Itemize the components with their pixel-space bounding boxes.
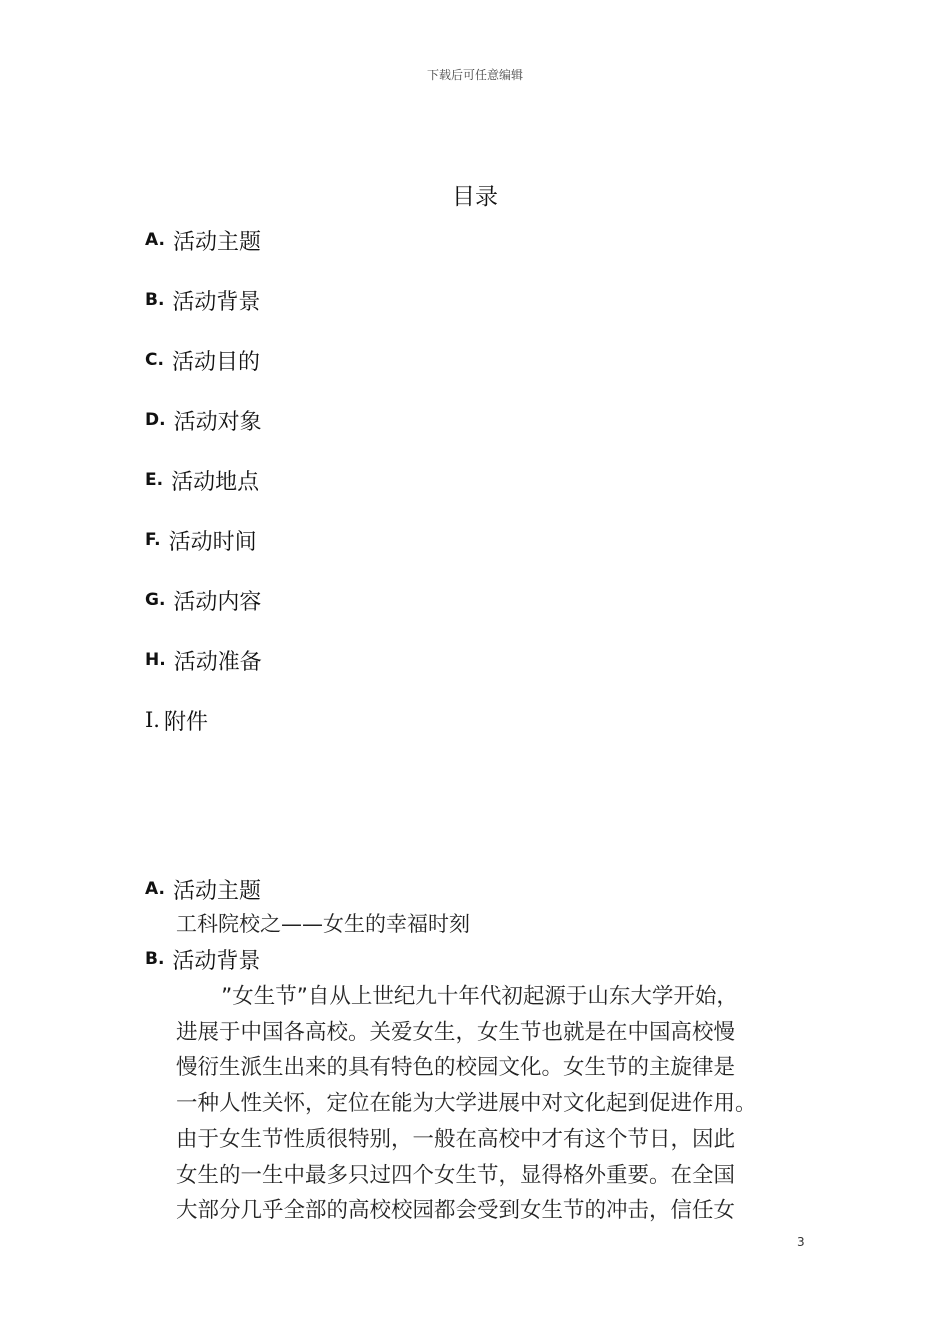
toc-item[interactable] (145, 390, 262, 450)
toc-item-letter: F. (145, 530, 161, 550)
section-heading (145, 941, 825, 977)
paragraph-line: 慢衍生派生出来的具有特色的校园文化。女生节的主旋律是 (176, 1055, 736, 1081)
section-title: 活动背景 (172, 948, 261, 974)
toc-title: 目录 (452, 184, 498, 210)
section-title: 活动主题 (172, 878, 261, 904)
section-background-body (176, 979, 825, 1229)
toc-item-letter: A. (145, 230, 165, 250)
toc-item[interactable] (145, 330, 262, 390)
page-header: 下载后可任意编辑 (426, 68, 523, 82)
paragraph-line: 女生的一生中最多只过四个女生节，显得格外重要。在全国 (176, 1162, 736, 1188)
toc-item-letter: C. (145, 350, 164, 370)
section-heading (145, 871, 825, 907)
toc-item[interactable] (145, 210, 262, 270)
page-number: 3 (797, 1235, 805, 1249)
toc-item[interactable] (145, 450, 262, 510)
table-of-contents (145, 210, 262, 750)
toc-item-label: 活动主题 (172, 229, 261, 255)
toc-item[interactable] (145, 690, 262, 750)
section-background (145, 941, 825, 1229)
toc-item[interactable] (145, 630, 262, 690)
toc-item-label: 活动背景 (172, 289, 261, 315)
toc-item-label: 活动目的 (171, 349, 260, 375)
toc-item-label: 附件 (163, 709, 208, 735)
paragraph-line: 大部分几乎全部的高校校园都会受到女生节的冲击，信任女 (176, 1198, 736, 1224)
paragraph-line: 一种人性关怀，定位在能为大学进展中对文化起到促进作用。 (176, 1091, 757, 1117)
paragraph-line: ”女生节”自从上世纪九十年代初起源于山东大学开始， (221, 984, 738, 1009)
toc-item-label: 活动准备 (173, 649, 262, 675)
toc-item-label: 活动地点 (171, 469, 260, 495)
toc-item-letter: I. (145, 708, 160, 732)
toc-item-letter: B. (145, 290, 165, 310)
toc-item[interactable] (145, 570, 262, 630)
toc-item[interactable] (145, 270, 262, 330)
toc-item-label: 活动对象 (173, 409, 262, 435)
paragraph-line: 由于女生节性质很特别，一般在高校中才有这个节日，因此 (176, 1126, 736, 1152)
section-theme (145, 871, 825, 941)
toc-item-label: 活动内容 (173, 589, 262, 615)
toc-item-letter: E. (145, 470, 164, 490)
toc-item-letter: H. (145, 650, 166, 670)
toc-item-letter: G. (145, 590, 166, 610)
toc-item-label: 活动时间 (168, 529, 257, 555)
toc-item[interactable] (145, 510, 262, 570)
paragraph-line: 进展于中国各高校。关爱女生，女生节也就是在中国高校慢 (176, 1019, 736, 1045)
section-letter: B. (145, 949, 165, 969)
toc-item-letter: D. (145, 410, 166, 430)
section-theme-body: 工科院校之——女生的幸福时刻 (176, 912, 470, 936)
section-letter: A. (145, 879, 165, 899)
